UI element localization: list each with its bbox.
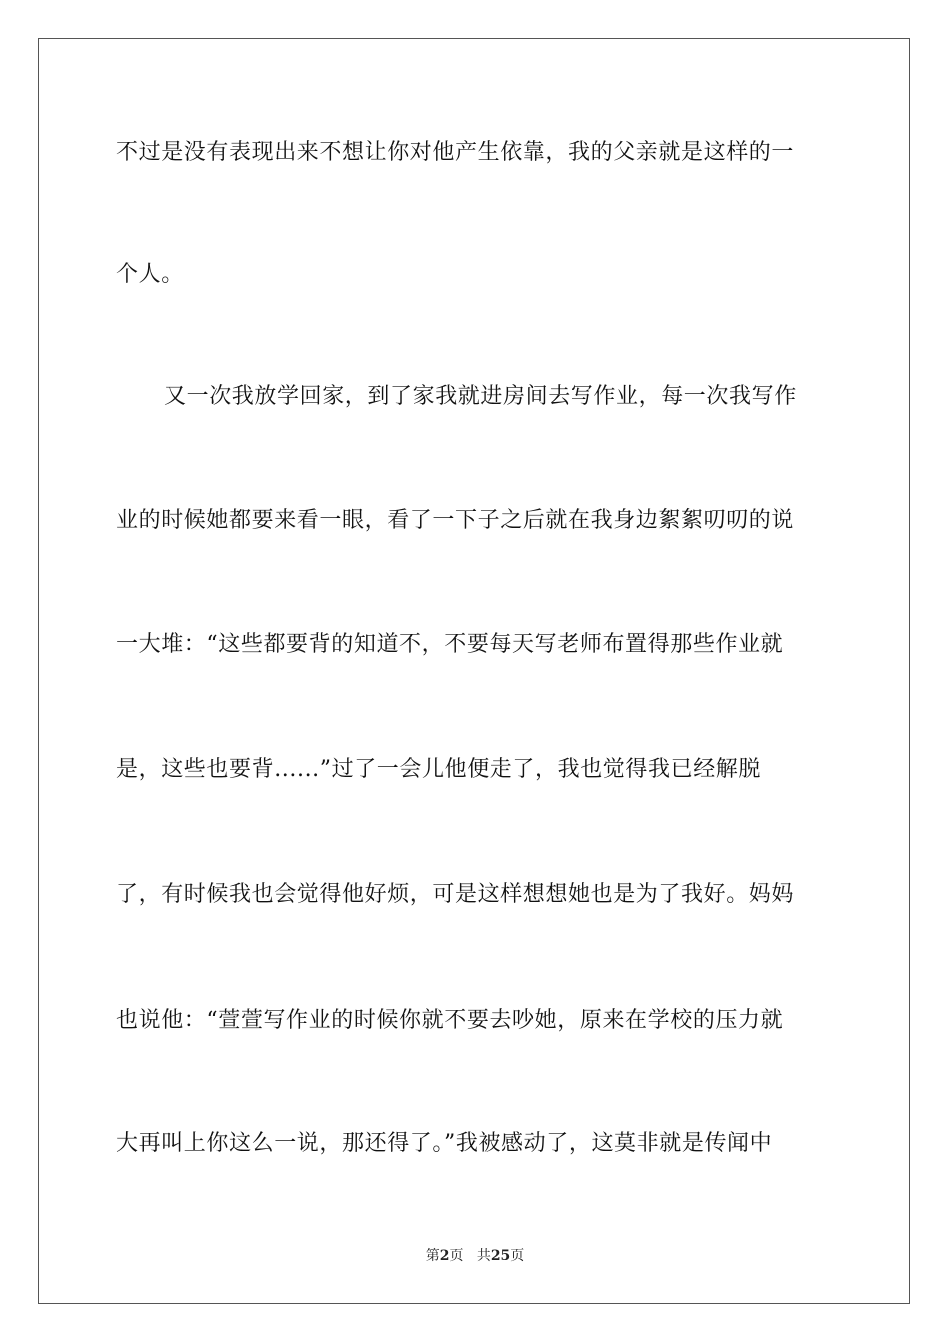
text-line: 是，这些也要背......”过了一会儿他便走了，我也觉得我已经解脱 [116, 757, 762, 782]
total-pages: 25 [490, 1248, 511, 1264]
text-line: 大再叫上你这么一说，那还得了。”我被感动了，这莫非就是传闻中 [116, 1131, 773, 1156]
page-suffix: 页 [449, 1248, 464, 1264]
text-line: 业的时候她都要来看一眼，看了一下子之后就在我身边絮絮叨叨的说 [116, 508, 795, 533]
text-line: 个人。 [116, 262, 184, 287]
text-line: 了，有时候我也会觉得他好烦，可是这样想想她也是为了我好。妈妈 [116, 882, 795, 907]
page-prefix: 第 [425, 1248, 440, 1264]
page-footer [0, 1246, 950, 1266]
text-line-indented: 又一次我放学回家，到了家我就进房间去写作业，每一次我写作 [164, 384, 797, 409]
text-line: 也说他：“萱萱写作业的时候你就不要去吵她，原来在学校的压力就 [116, 1008, 784, 1033]
text-line: 一大堆：“这些都要背的知道不，不要每天写老师布置得那些作业就 [116, 632, 784, 657]
page-border [38, 38, 910, 1304]
text-line: 不过是没有表现出来不想让你对他产生依靠，我的父亲就是这样的一 [116, 140, 795, 165]
page-number: 2 [439, 1248, 450, 1264]
total-prefix: 共 [476, 1248, 491, 1264]
total-suffix: 页 [510, 1248, 525, 1264]
